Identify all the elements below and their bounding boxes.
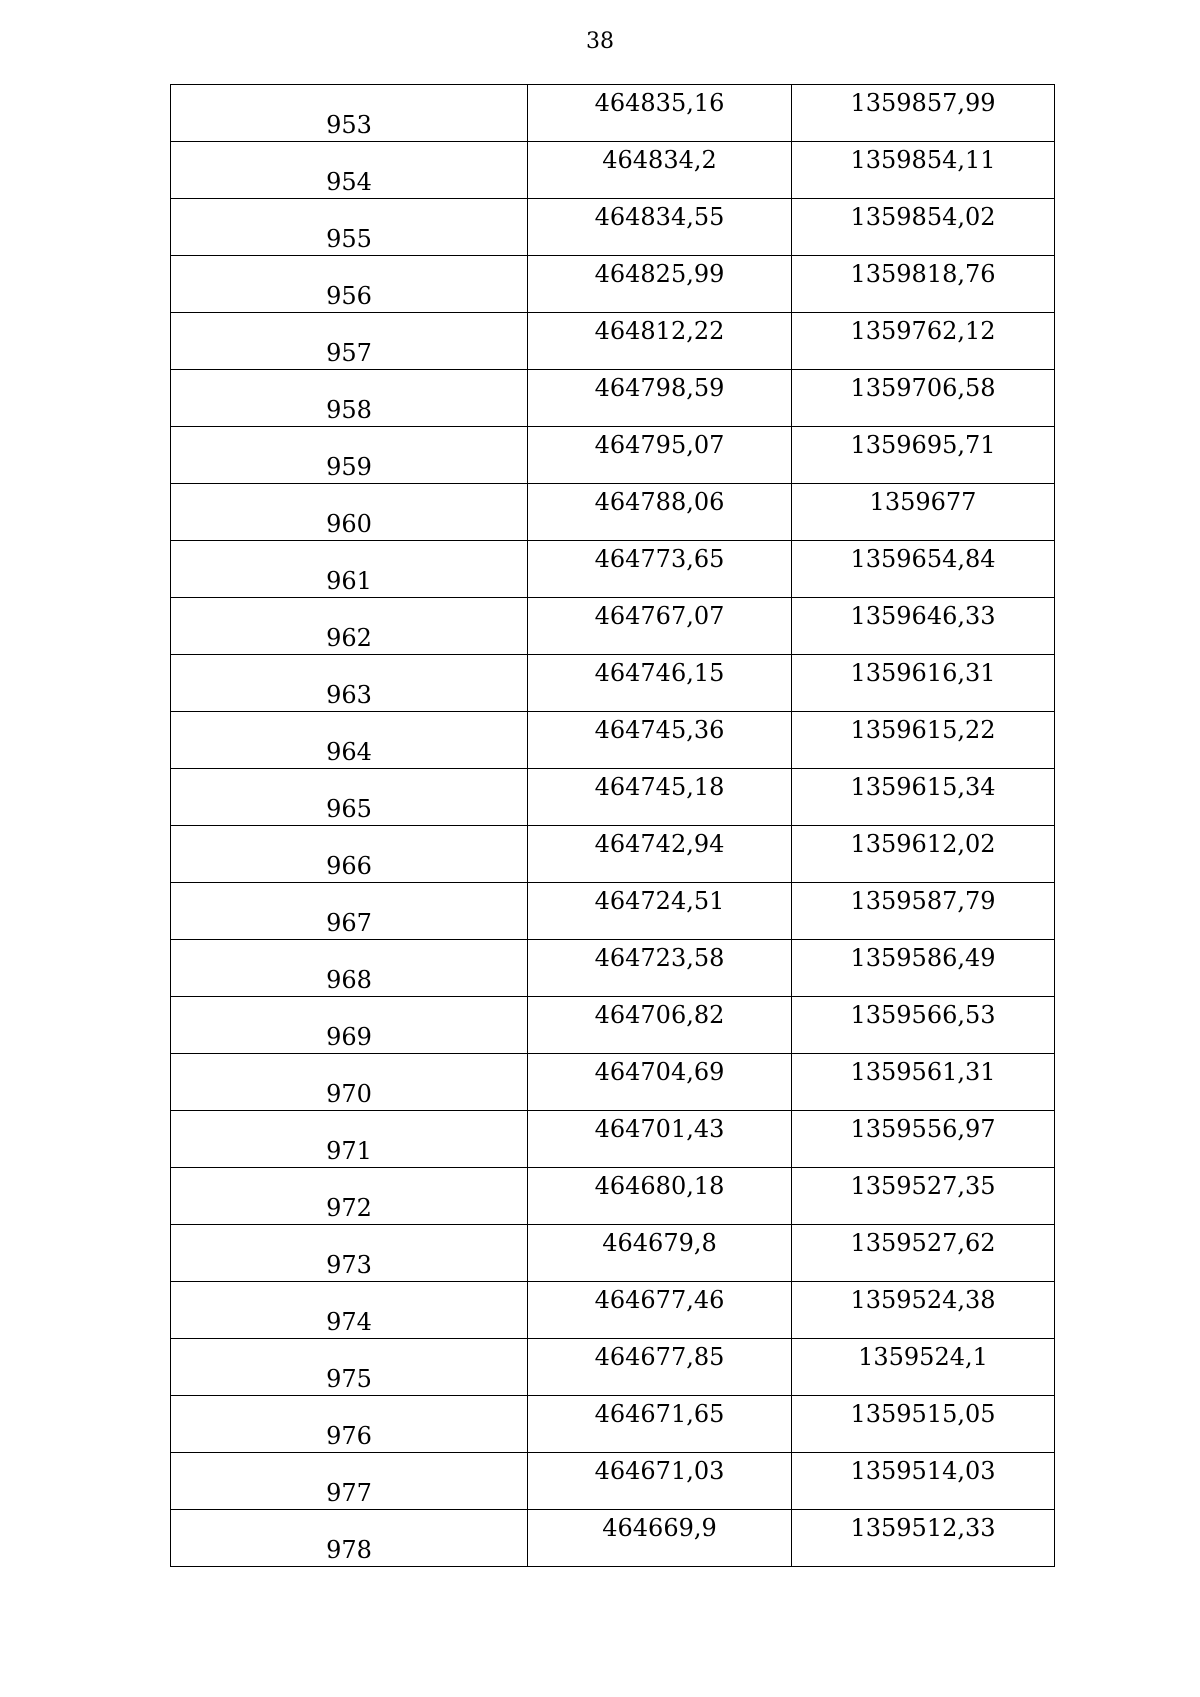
table-row bbox=[171, 1510, 1055, 1567]
x-coordinate-cell: 464835,16 bbox=[528, 85, 792, 142]
x-coordinate-cell: 464798,59 bbox=[528, 370, 792, 427]
point-number-cell: 972 bbox=[171, 1168, 528, 1225]
point-number-cell: 960 bbox=[171, 484, 528, 541]
point-number-cell: 978 bbox=[171, 1510, 528, 1567]
y-coordinate-cell: 1359587,79 bbox=[792, 883, 1055, 940]
point-number-cell: 976 bbox=[171, 1396, 528, 1453]
y-coordinate-cell: 1359527,62 bbox=[792, 1225, 1055, 1282]
x-coordinate-cell: 464671,03 bbox=[528, 1453, 792, 1510]
y-coordinate-cell: 1359706,58 bbox=[792, 370, 1055, 427]
y-coordinate-cell: 1359818,76 bbox=[792, 256, 1055, 313]
point-number-cell: 966 bbox=[171, 826, 528, 883]
table-row bbox=[171, 1054, 1055, 1111]
table-row bbox=[171, 256, 1055, 313]
y-coordinate-cell: 1359515,05 bbox=[792, 1396, 1055, 1453]
x-coordinate-cell: 464677,85 bbox=[528, 1339, 792, 1396]
table-row bbox=[171, 85, 1055, 142]
y-coordinate-cell: 1359524,1 bbox=[792, 1339, 1055, 1396]
table-row bbox=[171, 1339, 1055, 1396]
table-row bbox=[171, 484, 1055, 541]
table-row bbox=[171, 1168, 1055, 1225]
y-coordinate-cell: 1359646,33 bbox=[792, 598, 1055, 655]
point-number-cell: 970 bbox=[171, 1054, 528, 1111]
point-number-cell: 957 bbox=[171, 313, 528, 370]
point-number-cell: 974 bbox=[171, 1282, 528, 1339]
x-coordinate-cell: 464701,43 bbox=[528, 1111, 792, 1168]
x-coordinate-cell: 464746,15 bbox=[528, 655, 792, 712]
table-row bbox=[171, 1396, 1055, 1453]
x-coordinate-cell: 464704,69 bbox=[528, 1054, 792, 1111]
y-coordinate-cell: 1359615,22 bbox=[792, 712, 1055, 769]
coordinates-table-body bbox=[171, 85, 1055, 1567]
point-number-cell: 967 bbox=[171, 883, 528, 940]
x-coordinate-cell: 464825,99 bbox=[528, 256, 792, 313]
table-row bbox=[171, 1453, 1055, 1510]
x-coordinate-cell: 464773,65 bbox=[528, 541, 792, 598]
table-row bbox=[171, 1282, 1055, 1339]
x-coordinate-cell: 464679,8 bbox=[528, 1225, 792, 1282]
x-coordinate-cell: 464724,51 bbox=[528, 883, 792, 940]
table-row bbox=[171, 769, 1055, 826]
point-number-cell: 977 bbox=[171, 1453, 528, 1510]
table-row bbox=[171, 1111, 1055, 1168]
x-coordinate-cell: 464677,46 bbox=[528, 1282, 792, 1339]
table-row bbox=[171, 883, 1055, 940]
x-coordinate-cell: 464767,07 bbox=[528, 598, 792, 655]
point-number-cell: 969 bbox=[171, 997, 528, 1054]
coordinates-table bbox=[170, 84, 1055, 1567]
y-coordinate-cell: 1359654,84 bbox=[792, 541, 1055, 598]
x-coordinate-cell: 464723,58 bbox=[528, 940, 792, 997]
point-number-cell: 963 bbox=[171, 655, 528, 712]
point-number-cell: 961 bbox=[171, 541, 528, 598]
y-coordinate-cell: 1359561,31 bbox=[792, 1054, 1055, 1111]
x-coordinate-cell: 464742,94 bbox=[528, 826, 792, 883]
table-row bbox=[171, 199, 1055, 256]
point-number-cell: 971 bbox=[171, 1111, 528, 1168]
point-number-cell: 965 bbox=[171, 769, 528, 826]
point-number-cell: 953 bbox=[171, 85, 528, 142]
table-row bbox=[171, 826, 1055, 883]
x-coordinate-cell: 464706,82 bbox=[528, 997, 792, 1054]
table-row bbox=[171, 142, 1055, 199]
y-coordinate-cell: 1359854,11 bbox=[792, 142, 1055, 199]
y-coordinate-cell: 1359857,99 bbox=[792, 85, 1055, 142]
y-coordinate-cell: 1359616,31 bbox=[792, 655, 1055, 712]
table-row bbox=[171, 541, 1055, 598]
point-number-cell: 954 bbox=[171, 142, 528, 199]
x-coordinate-cell: 464680,18 bbox=[528, 1168, 792, 1225]
y-coordinate-cell: 1359566,53 bbox=[792, 997, 1055, 1054]
x-coordinate-cell: 464745,36 bbox=[528, 712, 792, 769]
point-number-cell: 968 bbox=[171, 940, 528, 997]
y-coordinate-cell: 1359677 bbox=[792, 484, 1055, 541]
y-coordinate-cell: 1359612,02 bbox=[792, 826, 1055, 883]
x-coordinate-cell: 464812,22 bbox=[528, 313, 792, 370]
y-coordinate-cell: 1359762,12 bbox=[792, 313, 1055, 370]
x-coordinate-cell: 464834,55 bbox=[528, 199, 792, 256]
table-row bbox=[171, 370, 1055, 427]
x-coordinate-cell: 464671,65 bbox=[528, 1396, 792, 1453]
x-coordinate-cell: 464788,06 bbox=[528, 484, 792, 541]
x-coordinate-cell: 464745,18 bbox=[528, 769, 792, 826]
y-coordinate-cell: 1359527,35 bbox=[792, 1168, 1055, 1225]
y-coordinate-cell: 1359586,49 bbox=[792, 940, 1055, 997]
x-coordinate-cell: 464669,9 bbox=[528, 1510, 792, 1567]
y-coordinate-cell: 1359695,71 bbox=[792, 427, 1055, 484]
table-row bbox=[171, 940, 1055, 997]
point-number-cell: 975 bbox=[171, 1339, 528, 1396]
point-number-cell: 973 bbox=[171, 1225, 528, 1282]
point-number-cell: 955 bbox=[171, 199, 528, 256]
table-row bbox=[171, 598, 1055, 655]
page-number: 38 bbox=[586, 29, 614, 54]
point-number-cell: 958 bbox=[171, 370, 528, 427]
y-coordinate-cell: 1359854,02 bbox=[792, 199, 1055, 256]
x-coordinate-cell: 464834,2 bbox=[528, 142, 792, 199]
point-number-cell: 962 bbox=[171, 598, 528, 655]
y-coordinate-cell: 1359514,03 bbox=[792, 1453, 1055, 1510]
table-row bbox=[171, 655, 1055, 712]
point-number-cell: 959 bbox=[171, 427, 528, 484]
point-number-cell: 956 bbox=[171, 256, 528, 313]
y-coordinate-cell: 1359524,38 bbox=[792, 1282, 1055, 1339]
table-row bbox=[171, 313, 1055, 370]
y-coordinate-cell: 1359556,97 bbox=[792, 1111, 1055, 1168]
table-row bbox=[171, 1225, 1055, 1282]
y-coordinate-cell: 1359512,33 bbox=[792, 1510, 1055, 1567]
table-row bbox=[171, 997, 1055, 1054]
y-coordinate-cell: 1359615,34 bbox=[792, 769, 1055, 826]
table-row bbox=[171, 427, 1055, 484]
point-number-cell: 964 bbox=[171, 712, 528, 769]
table-row bbox=[171, 712, 1055, 769]
x-coordinate-cell: 464795,07 bbox=[528, 427, 792, 484]
